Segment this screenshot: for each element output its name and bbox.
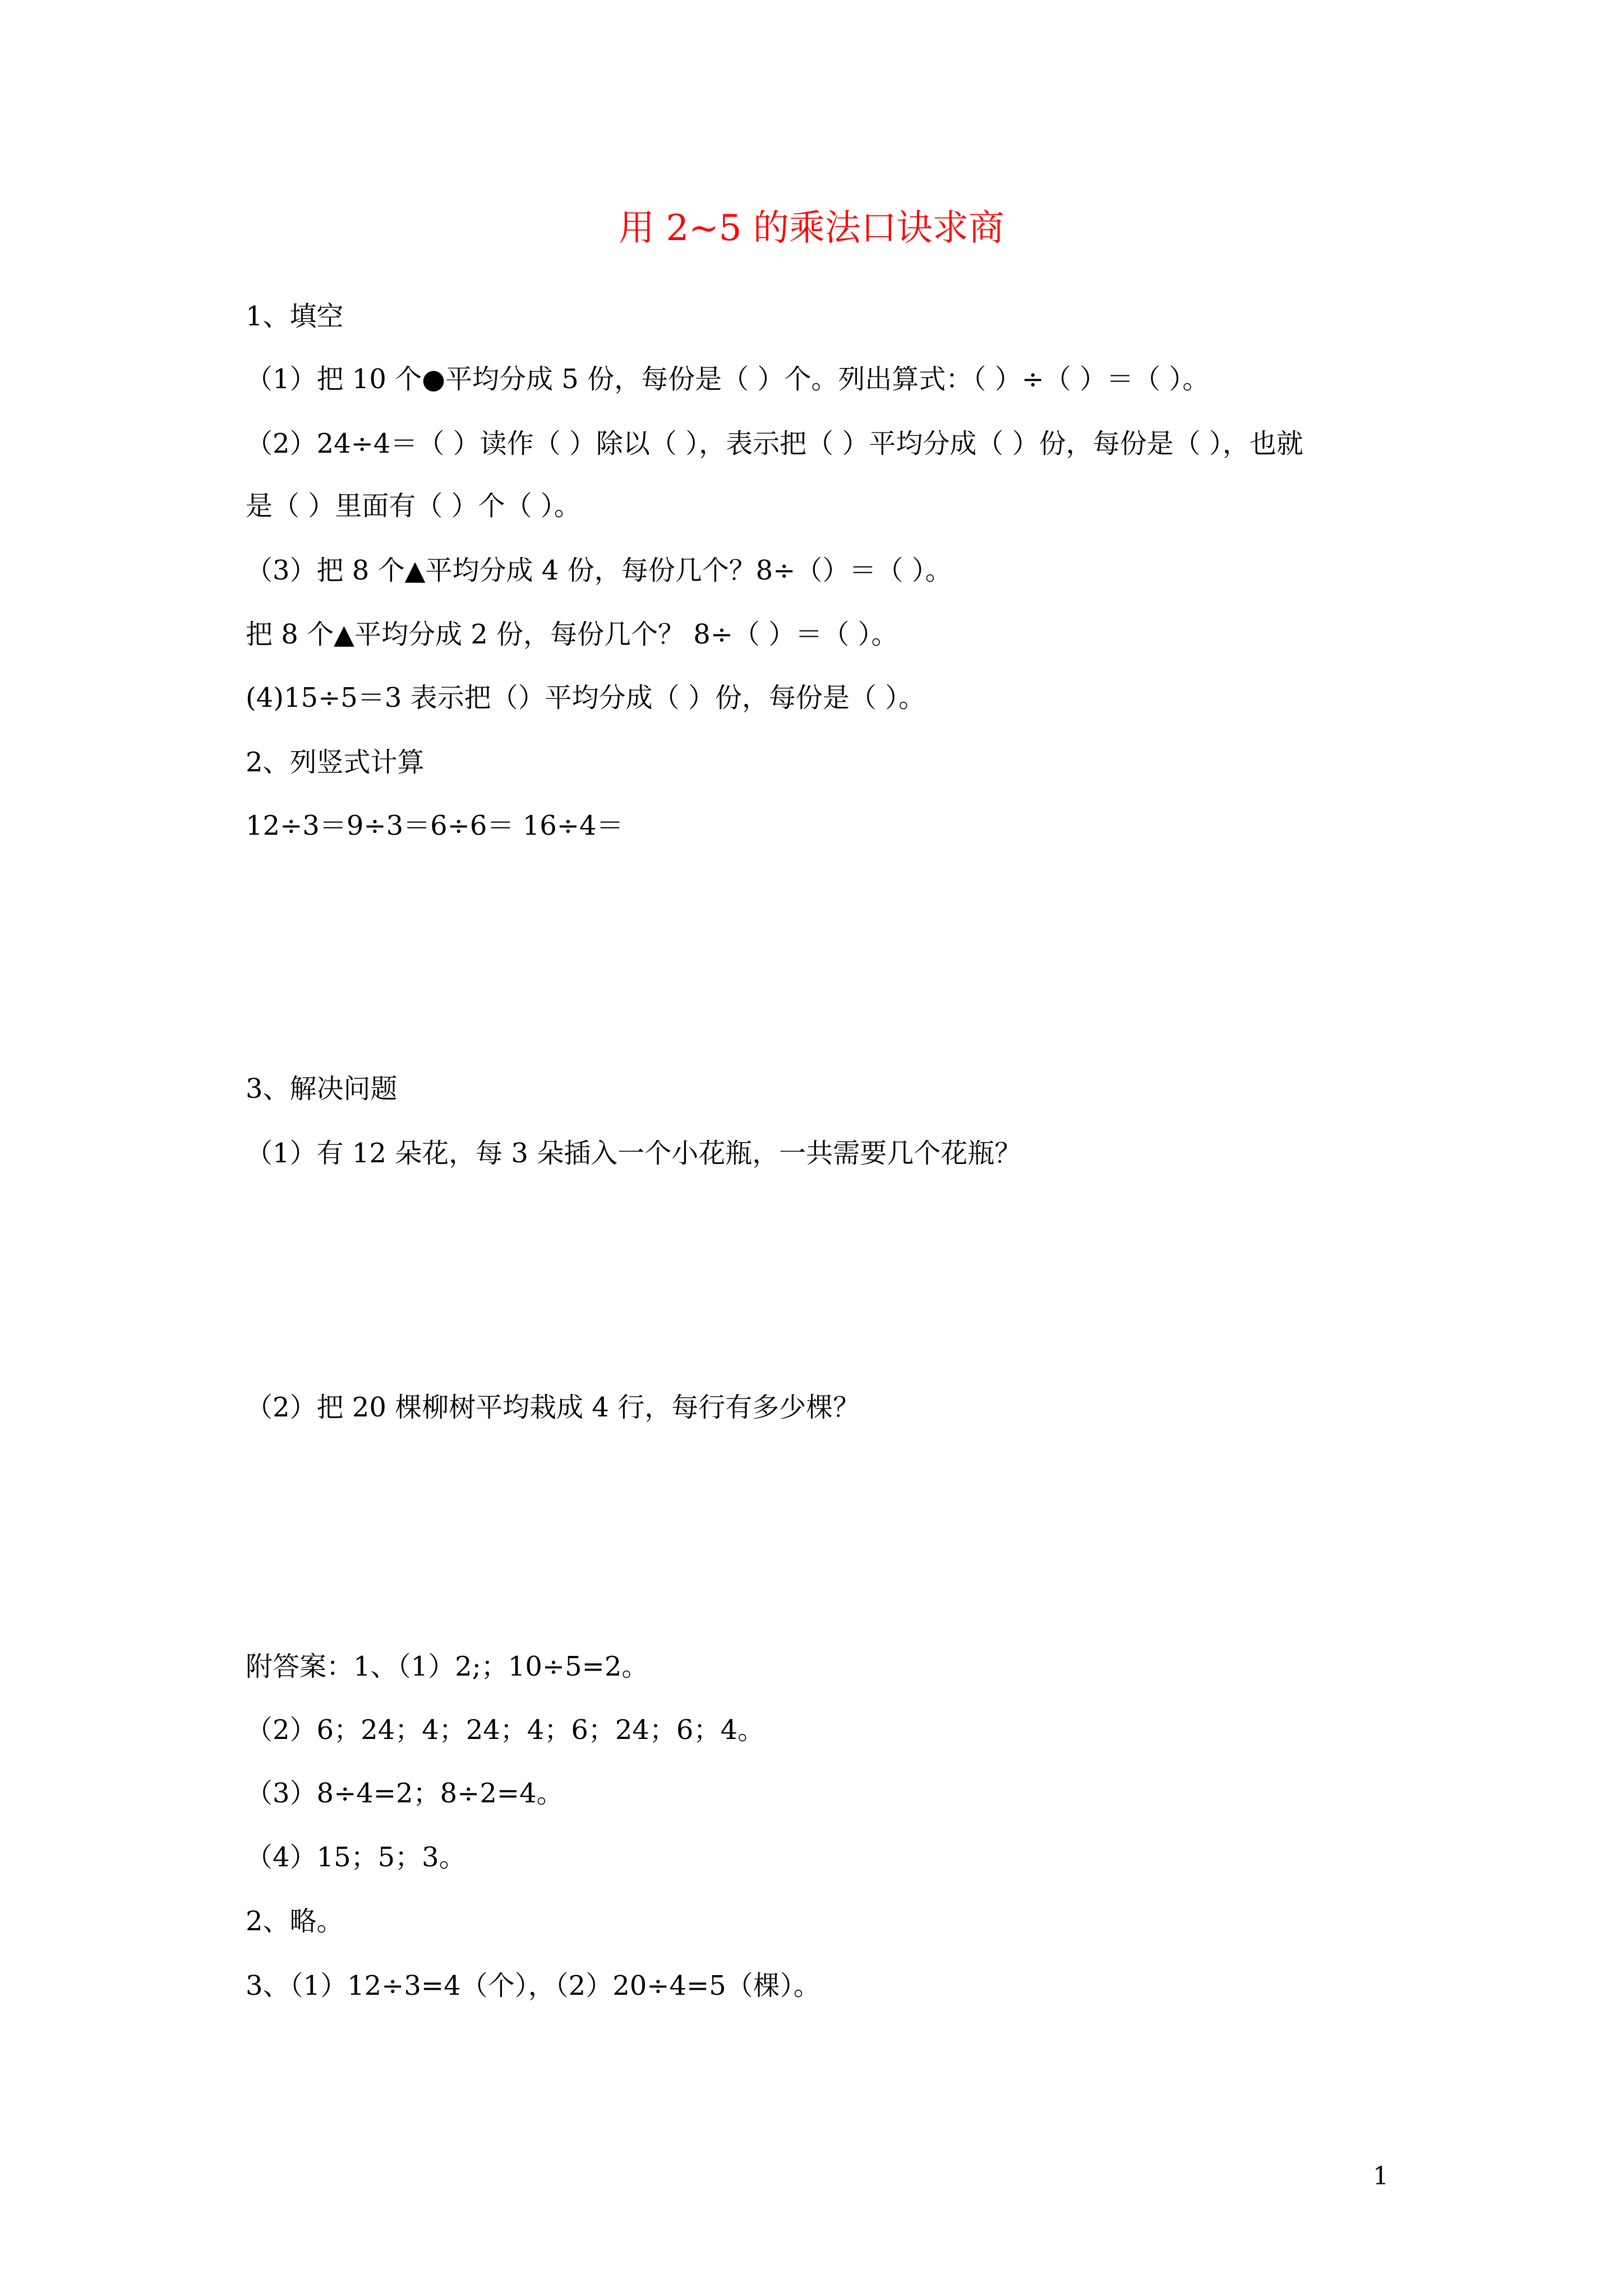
answer-1-4: （4）15；5；3。 [246,1842,466,1873]
answer-1-2: （2）6；24；4；24；4；6；24；6；4。 [246,1714,765,1746]
section-2-problems: 12÷3＝9÷3＝6÷6＝ 16÷4＝ [246,810,624,841]
answer-2: 2、略。 [246,1906,344,1937]
question-3-1: （1）有 12 朵花，每 3 朵插入一个小花瓶，一共需要几个花瓶？ [246,1138,1022,1169]
question-1-4: (4)15÷5＝3 表示把（）平均分成（ ）份，每份是（ ）。 [246,682,926,714]
question-1-2: （2）24÷4＝（ ）读作（ ）除以（ ），表示把（ ）平均分成（ ）份，每份是（ ），也就 [246,428,1303,459]
answer-3: 3、（1）12÷3=4（个），（2）20÷4=5（棵）。 [246,1970,820,2001]
page-number: 1 [1373,2162,1389,2191]
question-1-3: （3）把 8 个▲平均分成 4 份，每份几个？8÷（）＝（ ）。 [246,555,952,586]
answer-heading: 附答案：1、（1）2;；10÷5=2。 [246,1651,649,1682]
document-title: 用 2~5 的乘法口诀求商 [619,208,1004,249]
question-3-2: （2）把 20 棵柳树平均栽成 4 行，每行有多少棵？ [246,1392,860,1423]
answer-1-3: （3）8÷4=2；8÷2=4。 [246,1778,564,1809]
question-1-2-cont: 是（ ）里面有（ ）个（ ）。 [246,490,581,522]
question-1-3-b: 把 8 个▲平均分成 2 份，每份几个？ 8÷（ ）＝（ ）。 [246,619,898,650]
section-3-heading: 3、解决问题 [246,1073,398,1105]
section-2-heading: 2、列竖式计算 [246,747,425,778]
question-1-1: （1）把 10 个●平均分成 5 份，每份是（ ）个。列出算式：（ ）÷（ ）＝（ ）。 [246,364,1210,395]
section-1-heading: 1、填空 [246,301,344,332]
